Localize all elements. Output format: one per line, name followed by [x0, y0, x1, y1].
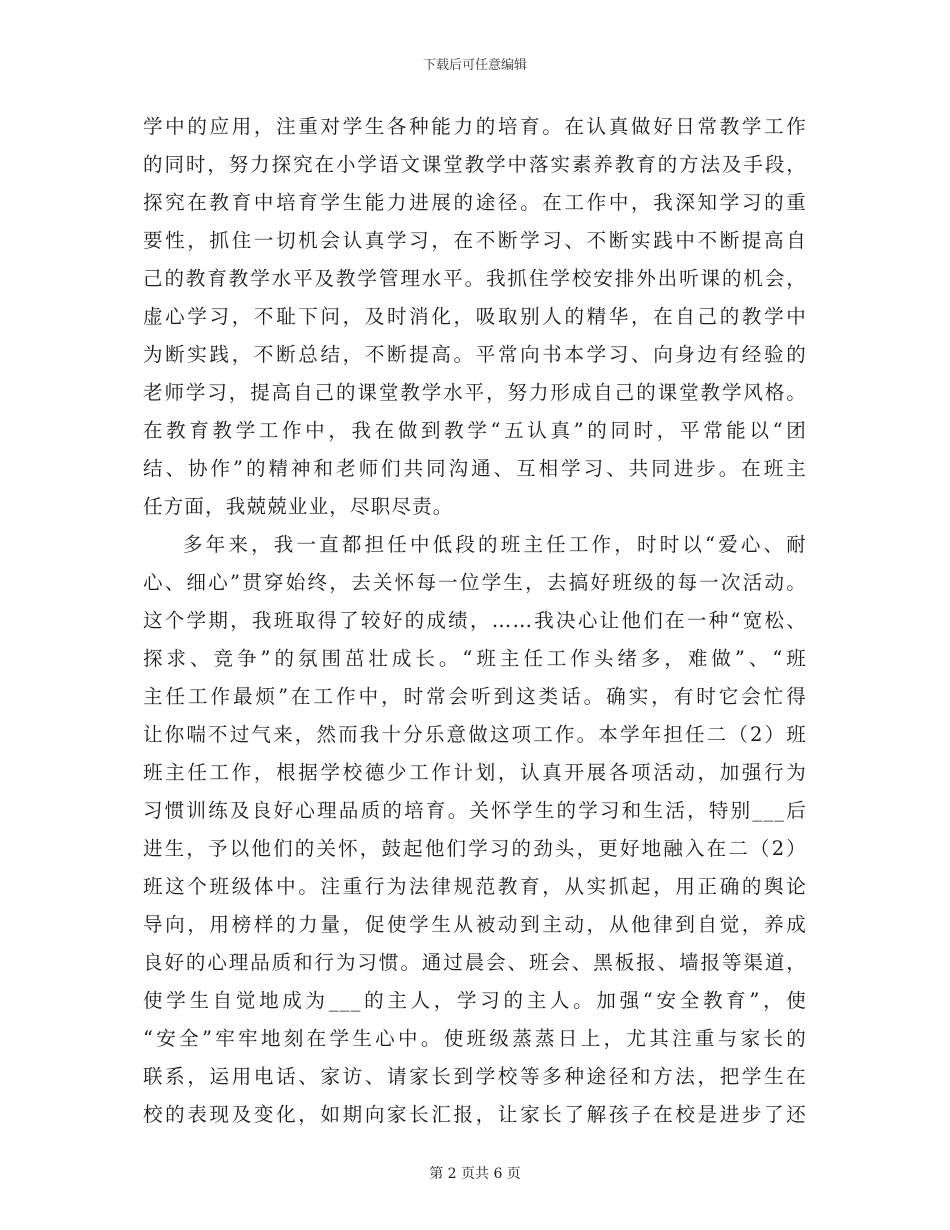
text-line: 学中的应用，注重对学生各种能力的培育。在认真做好日常教学工作 — [143, 115, 807, 138]
text-line: 结、协作”的精神和老师们共同沟通、互相学习、共同进步。在班主 — [143, 457, 807, 480]
text-line: 虚心学习，不耻下问，及时消化，吸取别人的精华，在自己的教学中 — [143, 305, 807, 328]
text-line: 多年来，我一直都担任中低段的班主任工作，时时以“爱心、耐 — [183, 533, 807, 556]
text-line: 良好的心理品质和行为习惯。通过晨会、班会、黑板报、墙报等渠道， — [143, 951, 807, 974]
text-line: 己的教育教学水平及教学管理水平。我抓住学校安排外出听课的机会， — [143, 267, 807, 290]
text-line: 让你喘不过气来，然而我十分乐意做这项工作。本学年担任二（2）班 — [143, 723, 807, 746]
text-line: 为断实践，不断总结，不断提高。平常向书本学习、向身边有经验的 — [143, 343, 807, 366]
text-line: 在教育教学工作中，我在做到教学“五认真”的同时，平常能以“团 — [143, 419, 807, 442]
text-line: 探究在教育中培育学生能力进展的途径。在工作中，我深知学习的重 — [143, 191, 807, 214]
text-line: 任方面，我兢兢业业，尽职尽责。 — [143, 495, 454, 518]
text-line: 导向，用榜样的力量，促使学生从被动到主动，从他律到自觉，养成 — [143, 913, 807, 936]
text-line: 习惯训练及良好心理品质的培育。关怀学生的学习和生活，特别___后 — [143, 799, 807, 822]
document-body — [143, 108, 807, 1134]
text-line: 探求、竞争”的氛围茁壮成长。“班主任工作头绪多，难做”、“班 — [143, 647, 807, 670]
text-line: 校的表现及变化，如期向家长汇报，让家长了解孩子在校是进步了还 — [143, 1103, 807, 1126]
text-line: 使学生自觉地成为___的主人，学习的主人。加强“安全教育”，使 — [143, 989, 807, 1012]
text-line: 联系，运用电话、家访、请家长到学校等多种途径和方法，把学生在 — [143, 1065, 807, 1088]
text-line: 班这个班级体中。注重行为法律规范教育，从实抓起，用正确的舆论 — [143, 875, 807, 898]
text-line: 的同时，努力探究在小学语文课堂教学中落实素养教育的方法及手段， — [143, 153, 807, 176]
text-line: “安全”牢牢地刻在学生心中。使班级蒸蒸日上，尤其注重与家长的 — [143, 1027, 807, 1050]
text-line: 要性，抓住一切机会认真学习，在不断学习、不断实践中不断提高自 — [143, 229, 807, 252]
page-header: 下载后可任意编辑 — [422, 58, 527, 73]
text-line: 心、细心”贯穿始终，去关怀每一位学生，去搞好班级的每一次活动。 — [143, 571, 807, 594]
text-line: 进生，予以他们的关怀，鼓起他们学习的劲头，更好地融入在二（2） — [143, 837, 807, 860]
text-line: 老师学习，提高自己的课堂教学水平，努力形成自己的课堂教学风格。 — [143, 381, 807, 404]
text-line: 这个学期，我班取得了较好的成绩，……我决心让他们在一种“宽松、 — [143, 609, 807, 632]
text-line: 班主任工作，根据学校德少工作计划，认真开展各项活动，加强行为 — [143, 761, 807, 784]
text-line: 主任工作最烦”在工作中，时常会听到这类话。确实，有时它会忙得 — [143, 685, 807, 708]
page-number: 第 2 页共 6 页 — [429, 1166, 521, 1182]
